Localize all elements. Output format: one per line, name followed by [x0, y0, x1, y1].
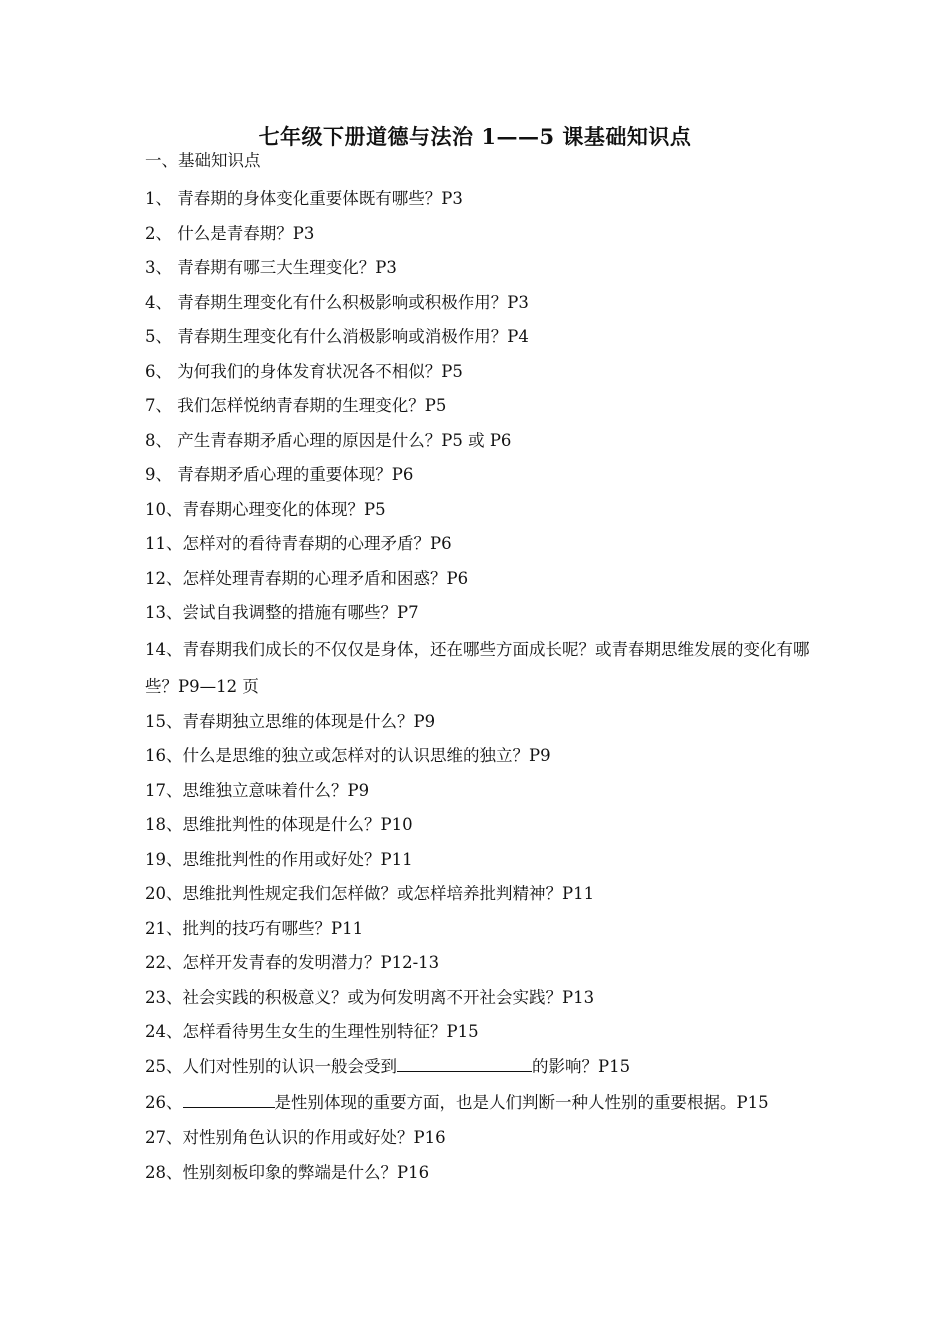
question-item: 9、 青春期矛盾心理的重要体现？P6 — [145, 465, 414, 484]
question-item: 6、 为何我们的身体发育状况各不相似？P5 — [145, 361, 463, 381]
question-item: 7、 我们怎样悦纳青春期的生理变化？P5 — [145, 396, 447, 415]
question-item: 24、怎样看待男生女生的生理性别特征？P15 — [145, 1022, 479, 1041]
question-item: 8、 产生青春期矛盾心理的原因是什么？P5 或 P6 — [145, 430, 512, 450]
question-item: 23、社会实践的积极意义？或为何发明离不开社会实践？P13 — [145, 987, 595, 1007]
question-item: 22、怎样开发青春的发明潜力？P12-13 — [145, 953, 440, 972]
question-item: 19、思维批判性的作用或好处？P11 — [145, 849, 413, 869]
question-text: 的影响？P15 — [532, 1056, 631, 1076]
question-item: 28、性别刻板印象的弊端是什么？P16 — [145, 1162, 430, 1182]
question-item: 21、批判的技巧有哪些？P11 — [145, 918, 364, 938]
question-item: 5、 青春期生理变化有什么消极影响或消极作用？P4 — [145, 327, 529, 346]
question-item: 16、什么是思维的独立或怎样对的认识思维的独立？P9 — [145, 746, 551, 765]
question-item: 17、思维独立意味着什么？P9 — [145, 780, 370, 800]
question-item: 14、青春期我们成长的不仅仅是身体，还在哪些方面成长呢？或青春期思维发展的变化有哪些？P9—12 页 — [145, 639, 810, 696]
question-item: 4、 青春期生理变化有什么积极影响或积极作用？P3 — [145, 292, 529, 312]
question-item: 20、思维批判性规定我们怎样做？或怎样培养批判精神？P11 — [145, 884, 595, 903]
document-title: 七年级下册道德与法治 1——5 课基础知识点 — [258, 124, 692, 149]
answer-blank — [397, 1053, 532, 1072]
question-item: 15、青春期独立思维的体现是什么？P9 — [145, 711, 436, 731]
question-item: 18、思维批判性的体现是什么？P10 — [145, 815, 413, 834]
question-text: 25、人们对性别的认识一般会受到 — [145, 1056, 397, 1076]
question-item: 10、青春期心理变化的体现？P5 — [145, 499, 386, 519]
section-heading: 一、基础知识点 — [145, 151, 261, 170]
question-item: 2、 什么是青春期？P3 — [145, 223, 315, 243]
question-text: 是性别体现的重要方面，也是人们判断一种人性别的重要根据。P15 — [274, 1093, 769, 1112]
question-text: 26、 — [145, 1093, 183, 1112]
question-item: 3、 青春期有哪三大生理变化？P3 — [145, 258, 397, 277]
question-item-fill-blank — [145, 1050, 835, 1085]
question-item-fill-blank — [145, 1084, 835, 1121]
question-item: 11、怎样对的看待青春期的心理矛盾？P6 — [145, 534, 452, 553]
question-item: 13、尝试自我调整的措施有哪些？P7 — [145, 603, 419, 622]
question-item: 27、对性别角色认识的作用或好处？P16 — [145, 1128, 446, 1147]
question-item: 1、 青春期的身体变化重要体既有哪些？P3 — [145, 189, 463, 208]
answer-blank — [183, 1089, 275, 1108]
question-item: 12、怎样处理青春期的心理矛盾和困惑？P6 — [145, 568, 469, 588]
question-list — [145, 182, 835, 1190]
